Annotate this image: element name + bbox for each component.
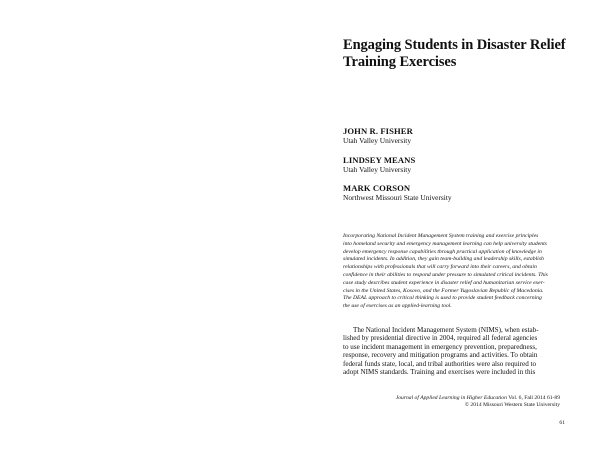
abstract-line: Incorporating National Incident Management System training and exercise principles	[343, 233, 539, 239]
abstract-line: cises in the United States, Kosovo, and the Former Yugoslavian Republic of Macedonia.	[343, 287, 544, 294]
author-block	[343, 155, 583, 174]
article-title	[343, 37, 573, 71]
author-name: LINDSEY MEANS	[343, 155, 416, 165]
body-line: response, recovery and mitigation programs and activities. To obtain	[343, 351, 538, 360]
abstract-line: relationships with professionals that will carry forward into their careers, and obtain	[343, 264, 537, 271]
body-line: The National Incident Management System (NIMS), when estab-	[353, 326, 539, 334]
abstract-line: into homeland security and emergency management learning can help university students	[343, 240, 547, 247]
body-line: federal funds state, local, and tribal authorities were also required to	[343, 359, 537, 368]
title-line-2: Training Exercises	[343, 54, 457, 70]
abstract-line: simulated incidents. In addition, they gain team-building and leadership skills, establish	[343, 256, 544, 263]
author-block	[343, 126, 583, 145]
abstract-line: develop emergency response capabilities through practical application of knowledge in	[343, 248, 542, 255]
body-line: to use incident management in emergency prevention, preparedness,	[343, 342, 537, 351]
journal-copyright: © 2014 Missouri Western State University	[464, 402, 560, 408]
author-name: JOHN R. FISHER	[343, 126, 413, 136]
journal-footer	[320, 395, 560, 409]
journal-volume: Vol. 6, Fall 2014 61-89	[506, 395, 560, 401]
body-line: adopt NIMS standards. Training and exercises were included in this	[343, 368, 536, 377]
body-paragraph	[343, 326, 565, 377]
author-block	[343, 183, 583, 202]
abstract-line: The DEAL approach to critical thinking is used to provide student feedback concerning	[343, 295, 542, 302]
author-affiliation: Northwest Missouri State University	[343, 193, 452, 202]
author-affiliation: Utah Valley University	[343, 136, 412, 145]
page-number: 61	[559, 420, 565, 426]
title-line-1: Engaging Students in Disaster Relief	[343, 37, 566, 53]
abstract-line: the use of exercises as an applied-learning tool.	[343, 303, 452, 310]
abstract-line: case study describes student experience in disaster relief and humanitarian service exer-	[343, 279, 545, 286]
abstract-line: confidence in their abilities to respond under pressure to simulated critical incidents. This	[343, 271, 548, 278]
author-affiliation: Utah Valley University	[343, 165, 412, 174]
abstract	[343, 233, 565, 311]
journal-title: Journal of Applied Learning in Higher Education	[395, 395, 507, 401]
journal-citation-line	[320, 395, 560, 402]
body-line: lished by presidential directive in 2004, required all federal agencies	[343, 334, 538, 343]
author-name: MARK CORSON	[343, 183, 411, 193]
